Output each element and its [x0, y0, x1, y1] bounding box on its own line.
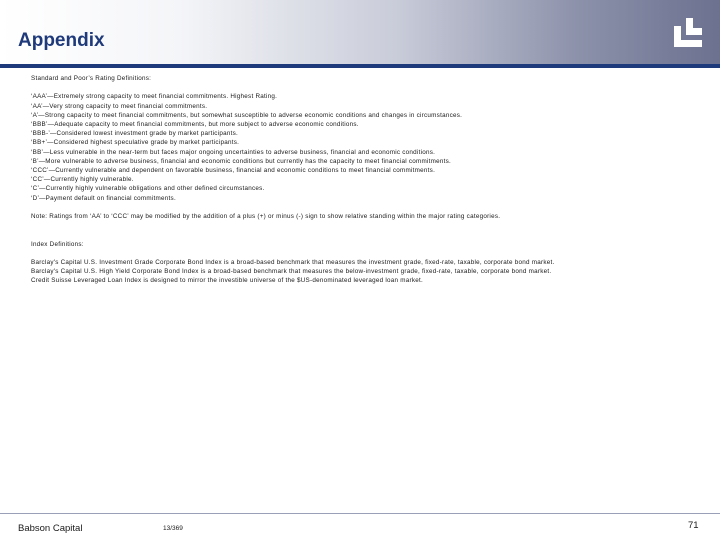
- rating-definition: ‘CC’—Currently highly vulnerable.: [31, 176, 134, 184]
- header-rule: [0, 64, 720, 68]
- index-heading: Index Definitions:: [31, 240, 84, 248]
- ratings-note: Note: Ratings from ‘AA’ to ‘CCC’ may be modified by the addition of a plus (+) or minus (-) sign to show relative standing within the major rating categories.: [31, 213, 501, 221]
- rating-definition: ‘D’—Payment default on financial commitments.: [31, 194, 176, 202]
- page-number: 71: [688, 520, 699, 531]
- footer-rule: [0, 513, 720, 514]
- ratings-heading: Standard and Poor’s Rating Definitions:: [31, 75, 152, 82]
- rating-definition: ‘CCC’—Currently vulnerable and dependent on favorable business, financial and economic conditions to meet financial commitments.: [31, 167, 436, 175]
- rating-definition: ‘C’—Currently highly vulnerable obligations and other defined circumstances.: [31, 185, 265, 193]
- rating-definition: ‘BBB-’—Considered lowest investment grade by market participants.: [31, 130, 238, 138]
- footer-document-code: 13/369: [163, 525, 183, 532]
- rating-definition: ‘AAA’—Extremely strong capacity to meet financial commitments. Highest Rating.: [31, 93, 278, 101]
- index-definition: Credit Suisse Leveraged Loan Index is designed to mirror the investible universe of the $US-denominated leveraged loan market.: [31, 277, 424, 285]
- rating-definition: ‘BB’—Less vulnerable in the near-term but faces major ongoing uncertainties to adverse business, financial and economic conditions.: [31, 148, 436, 156]
- rating-definition: ‘A’—Strong capacity to meet financial commitments, but somewhat susceptible to adverse economic conditions and changes in circumstances.: [31, 111, 463, 119]
- footer-company-name: Babson Capital: [18, 523, 83, 534]
- index-definition: Barclay's Capital U.S. High Yield Corporate Bond Index is a broad-based benchmark that measures the below-investment grade, fixed-rate, taxable, corporate bond market.: [31, 268, 552, 276]
- babson-logo-icon: [672, 16, 706, 48]
- page-title: Appendix: [18, 30, 105, 51]
- rating-definition: ‘BB+’—Considered highest speculative grade by market participants.: [31, 139, 240, 147]
- slide-body: [31, 74, 701, 286]
- rating-definition: ‘B’—More vulnerable to adverse business, financial and economic conditions but currently has the capacity to meet financial commitments.: [31, 157, 452, 165]
- rating-definition: ‘BBB’—Adequate capacity to meet financial commitments, but more subject to adverse economic conditions.: [31, 121, 359, 128]
- index-definition: Barclay's Capital U.S. Investment Grade Corporate Bond Index is a broad-based benchmark that measures the investment grade, fixed-rate, taxable, corporate bond market.: [31, 258, 555, 266]
- slide-header: [0, 0, 720, 64]
- rating-definition: ‘AA’—Very strong capacity to meet financial commitments.: [31, 102, 208, 110]
